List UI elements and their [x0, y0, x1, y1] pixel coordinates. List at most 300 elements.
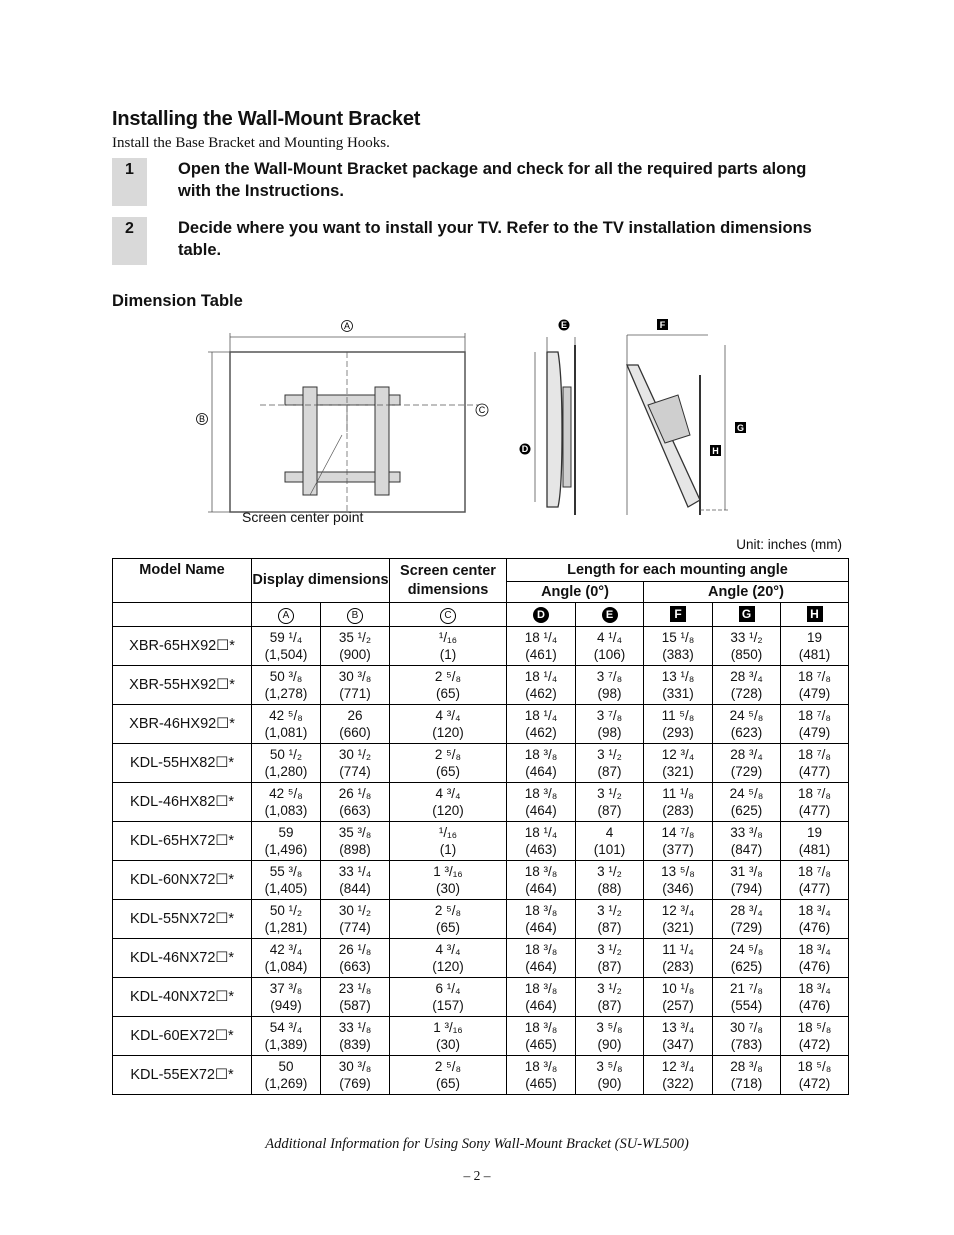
value-cell	[644, 627, 713, 666]
mm-value: (728)	[730, 686, 763, 701]
value-cell	[321, 744, 390, 783]
inch-value: 35 ¹/₂	[338, 630, 372, 645]
value-cell	[781, 861, 849, 900]
value-cell	[252, 939, 321, 978]
mm-value: (769)	[339, 1076, 371, 1091]
mm-value: (623)	[730, 725, 763, 740]
model-name-cell: KDL-55HX82☐*	[113, 744, 252, 783]
inch-value: 37 ³/₈	[269, 981, 303, 996]
mm-value: (87)	[597, 959, 622, 974]
inch-value: 3 ⁵/₈	[596, 1059, 623, 1074]
table-row	[113, 705, 849, 744]
value-cell	[644, 666, 713, 705]
value-cell	[390, 822, 507, 861]
inch-value: 18 ¹/₄	[524, 669, 558, 684]
inch-value: 3 ¹/₂	[597, 903, 622, 918]
value-cell	[507, 705, 576, 744]
mm-value: (844)	[339, 881, 371, 896]
value-cell	[576, 978, 644, 1017]
value-cell	[507, 900, 576, 939]
dimension-diagram	[190, 315, 770, 530]
value-cell	[252, 666, 321, 705]
inch-value: 2 ⁵/₈	[434, 669, 462, 684]
mm-value: (461)	[525, 647, 557, 662]
mm-value: (1,084)	[264, 959, 308, 974]
value-cell	[252, 783, 321, 822]
value-cell	[321, 939, 390, 978]
value-cell	[781, 822, 849, 861]
inch-value: 4 ¹/₄	[596, 630, 623, 645]
mm-value: (587)	[339, 998, 371, 1013]
value-cell	[644, 822, 713, 861]
mm-value: (1,281)	[264, 920, 308, 935]
value-cell	[390, 900, 507, 939]
mm-value: (729)	[730, 920, 763, 935]
inch-value: 30 ³/₈	[338, 1059, 372, 1074]
mm-value: (462)	[525, 686, 557, 701]
mm-value: (729)	[730, 764, 763, 779]
value-cell	[576, 1056, 644, 1095]
mm-value: (377)	[662, 842, 694, 857]
screen-center-caption: Screen center point	[242, 509, 364, 525]
inch-value: 3 ⁵/₈	[596, 1020, 623, 1035]
value-cell	[713, 783, 781, 822]
inch-value: 18 ¹/₄	[524, 825, 558, 840]
value-cell	[390, 939, 507, 978]
value-cell	[713, 978, 781, 1017]
inch-value: 33 ¹/₂	[730, 630, 763, 645]
mm-value: (718)	[730, 1076, 763, 1091]
value-cell	[390, 627, 507, 666]
inch-value: 28 ³/₄	[730, 903, 763, 918]
inch-value: 18 ⁷/₈	[798, 708, 831, 723]
value-cell	[781, 939, 849, 978]
value-cell	[507, 627, 576, 666]
label-d: D	[521, 444, 529, 455]
mm-value: (65)	[435, 764, 460, 779]
mm-value: (472)	[798, 1076, 831, 1091]
symbol-d: D	[533, 607, 549, 623]
inch-value: 1 ³/₁₆	[433, 864, 463, 879]
symbol-f: F	[670, 606, 686, 622]
mm-value: (1)	[439, 647, 457, 662]
value-cell	[252, 1056, 321, 1095]
mm-value: (90)	[597, 1037, 622, 1052]
model-name-cell: KDL-60EX72☐*	[113, 1017, 252, 1056]
value-cell	[781, 783, 849, 822]
inch-value: 18 ⁷/₈	[798, 747, 831, 762]
value-cell	[507, 861, 576, 900]
value-cell	[321, 900, 390, 939]
mm-value: (481)	[798, 842, 831, 857]
mm-value: (87)	[597, 803, 622, 818]
inch-value: 3 ¹/₂	[597, 942, 622, 957]
unit-note: Unit: inches (mm)	[736, 537, 842, 552]
table-row	[113, 627, 849, 666]
table-row	[113, 822, 849, 861]
mm-value: (625)	[730, 803, 763, 818]
value-cell	[321, 978, 390, 1017]
inch-value: 18 ³/₄	[798, 903, 831, 918]
inch-value: 18 ⁷/₈	[798, 669, 831, 684]
value-cell	[644, 705, 713, 744]
value-cell	[252, 978, 321, 1017]
inch-value: 2 ⁵/₈	[434, 1059, 462, 1074]
mm-value: (87)	[597, 920, 622, 935]
value-cell	[713, 900, 781, 939]
tv-front-outline	[230, 352, 465, 512]
value-cell	[321, 783, 390, 822]
inch-value: 55 ³/₈	[269, 864, 303, 879]
mm-value: (850)	[730, 647, 763, 662]
inch-value: 42 ³/₄	[269, 942, 303, 957]
inch-value: ¹/₁₆	[438, 825, 458, 840]
inch-value: 21 ⁷/₈	[730, 981, 763, 996]
mm-value: (257)	[662, 998, 694, 1013]
mm-value: (949)	[270, 998, 302, 1013]
mm-value: (1,278)	[264, 686, 308, 701]
value-cell	[321, 822, 390, 861]
inch-value: 30 ¹/₂	[338, 903, 372, 918]
mm-value: (771)	[339, 686, 371, 701]
inch-value: 28 ³/₄	[730, 747, 763, 762]
value-cell	[321, 1017, 390, 1056]
table-row	[113, 900, 849, 939]
inch-value: 18 ³/₈	[524, 864, 558, 879]
mm-value: (774)	[339, 764, 371, 779]
symbol-c: C	[440, 608, 456, 624]
label-f: F	[659, 320, 666, 330]
step-text: Decide where you want to install your TV. Refer to the TV installation dimensions table.	[178, 219, 812, 259]
header-display: Display dimensions	[252, 559, 390, 603]
mm-value: (839)	[339, 1037, 371, 1052]
inch-value: 30 ¹/₂	[338, 747, 372, 762]
mm-value: (794)	[730, 881, 763, 896]
page-title: Installing the Wall-Mount Bracket	[112, 108, 421, 130]
inch-value: 18 ⁵/₈	[797, 1020, 832, 1035]
value-cell	[576, 627, 644, 666]
value-cell	[390, 1056, 507, 1095]
mm-value: (476)	[798, 920, 831, 935]
mm-value: (98)	[597, 725, 622, 740]
value-cell	[781, 666, 849, 705]
value-cell	[390, 1017, 507, 1056]
page-number: – 2 –	[463, 1168, 491, 1183]
inch-value: 23 ¹/₈	[338, 981, 372, 996]
value-cell	[713, 666, 781, 705]
inch-value: 11 ¹/₄	[662, 942, 694, 957]
mm-value: (481)	[798, 647, 831, 662]
model-name-cell: KDL-46NX72☐*	[113, 939, 252, 978]
value-cell	[390, 705, 507, 744]
inch-value: 59	[278, 825, 294, 840]
dimension-table	[112, 558, 849, 1095]
inch-value: 13 ¹/₈	[661, 669, 695, 684]
header-model: Model Name	[113, 559, 252, 603]
value-cell	[576, 666, 644, 705]
mm-value: (476)	[798, 959, 831, 974]
inch-value: 30 ⁷/₈	[730, 1020, 763, 1035]
inch-value: 31 ³/₈	[730, 864, 763, 879]
mm-value: (464)	[525, 803, 557, 818]
mm-value: (774)	[339, 920, 371, 935]
inch-value: 33 ³/₈	[730, 825, 763, 840]
value-cell	[713, 627, 781, 666]
value-cell	[576, 822, 644, 861]
mm-value: (98)	[597, 686, 622, 701]
inch-value: 18 ⁷/₈	[798, 864, 831, 879]
inch-value: 3 ⁷/₈	[596, 669, 623, 684]
mm-value: (477)	[798, 803, 831, 818]
mm-value: (1,504)	[264, 647, 308, 662]
value-cell	[576, 861, 644, 900]
inch-value: 18 ³/₈	[524, 786, 558, 801]
mm-value: (479)	[798, 725, 831, 740]
value-cell	[644, 861, 713, 900]
inch-value: 2 ⁵/₈	[434, 747, 462, 762]
tv-side-view-20-deg	[627, 335, 730, 515]
value-cell	[507, 1056, 576, 1095]
table-body	[113, 627, 849, 1095]
mm-value: (663)	[339, 959, 371, 974]
inch-value: 18 ³/₄	[798, 942, 831, 957]
value-cell	[576, 900, 644, 939]
mm-value: (1,081)	[264, 725, 308, 740]
value-cell	[644, 1056, 713, 1095]
mm-value: (465)	[525, 1037, 557, 1052]
symbol-e: E	[602, 607, 618, 623]
value-cell	[644, 978, 713, 1017]
mm-value: (463)	[525, 842, 557, 857]
model-name-cell: KDL-65HX72☐*	[113, 822, 252, 861]
value-cell	[576, 705, 644, 744]
value-cell	[713, 822, 781, 861]
value-cell	[781, 627, 849, 666]
mm-value: (464)	[525, 920, 557, 935]
inch-value: 33 ¹/₄	[338, 864, 372, 879]
inch-value: 50	[278, 1059, 294, 1074]
model-name-cell: KDL-55NX72☐*	[113, 900, 252, 939]
mm-value: (462)	[525, 725, 557, 740]
value-cell	[576, 744, 644, 783]
mm-value: (554)	[730, 998, 763, 1013]
mm-value: (1,496)	[264, 842, 308, 857]
mm-value: (464)	[525, 998, 557, 1013]
mm-value: (477)	[798, 881, 831, 896]
inch-value: 12 ³/₄	[661, 903, 695, 918]
header-model-spacer	[113, 603, 252, 627]
value-cell	[781, 744, 849, 783]
mm-value: (90)	[597, 1076, 622, 1091]
value-cell	[713, 861, 781, 900]
mm-value: (465)	[525, 1076, 557, 1091]
inch-value: 50 ³/₈	[269, 669, 303, 684]
inch-value: 4 ³/₄	[435, 786, 461, 801]
model-name-cell: KDL-40NX72☐*	[113, 978, 252, 1017]
label-c: C	[478, 405, 486, 416]
mm-value: (1,280)	[264, 764, 308, 779]
inch-value: 11 ⁵/₈	[661, 708, 695, 723]
value-cell	[507, 822, 576, 861]
mm-value: (106)	[593, 647, 626, 662]
inch-value: 26 ¹/₈	[338, 942, 372, 957]
inch-value: 4	[605, 825, 614, 840]
inch-value: 18 ¹/₄	[524, 708, 558, 723]
value-cell	[321, 705, 390, 744]
value-cell	[390, 783, 507, 822]
mm-value: (87)	[597, 998, 622, 1013]
value-cell	[781, 705, 849, 744]
value-cell	[507, 666, 576, 705]
value-cell	[781, 1017, 849, 1056]
mm-value: (101)	[593, 842, 626, 857]
inch-value: 18 ³/₈	[524, 1059, 558, 1074]
inch-value: 12 ³/₄	[661, 747, 695, 762]
value-cell	[252, 861, 321, 900]
mm-value: (847)	[730, 842, 763, 857]
header-screen-center: Screen center dimensions	[390, 559, 507, 603]
value-cell	[507, 978, 576, 1017]
inch-value: ¹/₁₆	[438, 630, 458, 645]
mm-value: (65)	[435, 920, 460, 935]
inch-value: 28 ³/₈	[730, 1059, 763, 1074]
inch-value: 14 ⁷/₈	[661, 825, 695, 840]
mm-value: (120)	[432, 959, 464, 974]
mm-value: (65)	[435, 1076, 460, 1091]
mm-value: (900)	[339, 647, 371, 662]
mm-value: (346)	[662, 881, 694, 896]
inch-value: 3 ¹/₂	[597, 864, 622, 879]
label-g: G	[736, 423, 745, 433]
value-cell	[644, 744, 713, 783]
inch-value: 19	[806, 825, 823, 840]
inch-value: 24 ⁵/₈	[729, 786, 764, 801]
mm-value: (157)	[432, 998, 464, 1013]
value-cell	[321, 1056, 390, 1095]
value-cell	[781, 978, 849, 1017]
mm-value: (293)	[662, 725, 694, 740]
symbol-a: A	[278, 608, 294, 624]
label-h: H	[712, 446, 719, 456]
table-row	[113, 744, 849, 783]
mm-value: (898)	[339, 842, 371, 857]
mm-value: (479)	[798, 686, 831, 701]
value-cell	[252, 822, 321, 861]
mm-value: (472)	[798, 1037, 831, 1052]
mm-value: (347)	[662, 1037, 694, 1052]
tv-side-view-0-deg	[535, 337, 575, 515]
inch-value: 42 ⁵/₈	[269, 786, 303, 801]
value-cell	[507, 744, 576, 783]
value-cell	[576, 939, 644, 978]
mm-value: (1,405)	[264, 881, 308, 896]
mm-value: (331)	[662, 686, 694, 701]
value-cell	[713, 744, 781, 783]
value-cell	[390, 744, 507, 783]
inch-value: 1 ³/₁₆	[433, 1020, 463, 1035]
intro-text: Install the Base Bracket and Mounting Hooks.	[112, 135, 390, 151]
value-cell	[252, 705, 321, 744]
inch-value: 13 ⁵/₈	[661, 864, 695, 879]
label-b: B	[198, 414, 206, 425]
inch-value: 10 ¹/₈	[661, 981, 695, 996]
inch-value: 2 ⁵/₈	[434, 903, 462, 918]
mm-value: (120)	[432, 725, 464, 740]
inch-value: 24 ⁵/₈	[729, 708, 764, 723]
inch-value: 18 ³/₈	[524, 942, 558, 957]
value-cell	[644, 1017, 713, 1056]
inch-value: 18 ⁵/₈	[797, 1059, 832, 1074]
inch-value: 35 ³/₈	[338, 825, 372, 840]
label-e: E	[560, 320, 568, 331]
mm-value: (464)	[525, 881, 557, 896]
value-cell	[713, 1017, 781, 1056]
inch-value: 13 ³/₄	[661, 1020, 695, 1035]
model-name-cell: XBR-55HX92☐*	[113, 666, 252, 705]
value-cell	[644, 900, 713, 939]
inch-value: 18 ⁷/₈	[798, 786, 831, 801]
table-row	[113, 978, 849, 1017]
mm-value: (783)	[730, 1037, 763, 1052]
inch-value: 26	[347, 708, 363, 723]
value-cell	[321, 861, 390, 900]
section-heading: Dimension Table	[112, 292, 243, 310]
model-name-cell: KDL-60NX72☐*	[113, 861, 252, 900]
model-name-cell: KDL-55EX72☐*	[113, 1056, 252, 1095]
inch-value: 54 ³/₄	[269, 1020, 303, 1035]
step-text: Open the Wall-Mount Bracket package and check for all the required parts along with the Instructions.	[178, 160, 807, 200]
inch-value: 19	[806, 630, 823, 645]
inch-value: 3 ¹/₂	[597, 786, 622, 801]
mm-value: (87)	[597, 764, 622, 779]
table-row	[113, 939, 849, 978]
mm-value: (477)	[798, 764, 831, 779]
value-cell	[713, 1056, 781, 1095]
header-length: Length for each mounting angle	[507, 559, 849, 582]
value-cell	[507, 1017, 576, 1056]
table-row	[113, 861, 849, 900]
value-cell	[576, 1017, 644, 1056]
value-cell	[644, 783, 713, 822]
label-a: A	[343, 321, 351, 332]
value-cell	[252, 627, 321, 666]
model-name-cell: XBR-46HX92☐*	[113, 705, 252, 744]
mm-value: (120)	[432, 803, 464, 818]
inch-value: 3 ⁷/₈	[596, 708, 623, 723]
table-row	[113, 1017, 849, 1056]
inch-value: 18 ³/₈	[524, 981, 558, 996]
value-cell	[781, 1056, 849, 1095]
mm-value: (464)	[525, 959, 557, 974]
inch-value: 50 ¹/₂	[269, 903, 303, 918]
mm-value: (625)	[730, 959, 763, 974]
mm-value: (283)	[662, 959, 694, 974]
inch-value: 3 ¹/₂	[597, 747, 622, 762]
mm-value: (88)	[597, 881, 622, 896]
value-cell	[390, 861, 507, 900]
step-number: 1	[112, 158, 147, 206]
inch-value: 30 ³/₈	[338, 669, 372, 684]
mm-value: (1,389)	[264, 1037, 308, 1052]
inch-value: 24 ⁵/₈	[729, 942, 764, 957]
step-2	[112, 217, 832, 265]
header-angle-20: Angle (20°)	[644, 582, 849, 603]
model-name-cell: XBR-65HX92☐*	[113, 627, 252, 666]
value-cell	[321, 666, 390, 705]
mm-value: (464)	[525, 764, 557, 779]
mm-value: (476)	[798, 998, 831, 1013]
mm-value: (321)	[662, 764, 694, 779]
